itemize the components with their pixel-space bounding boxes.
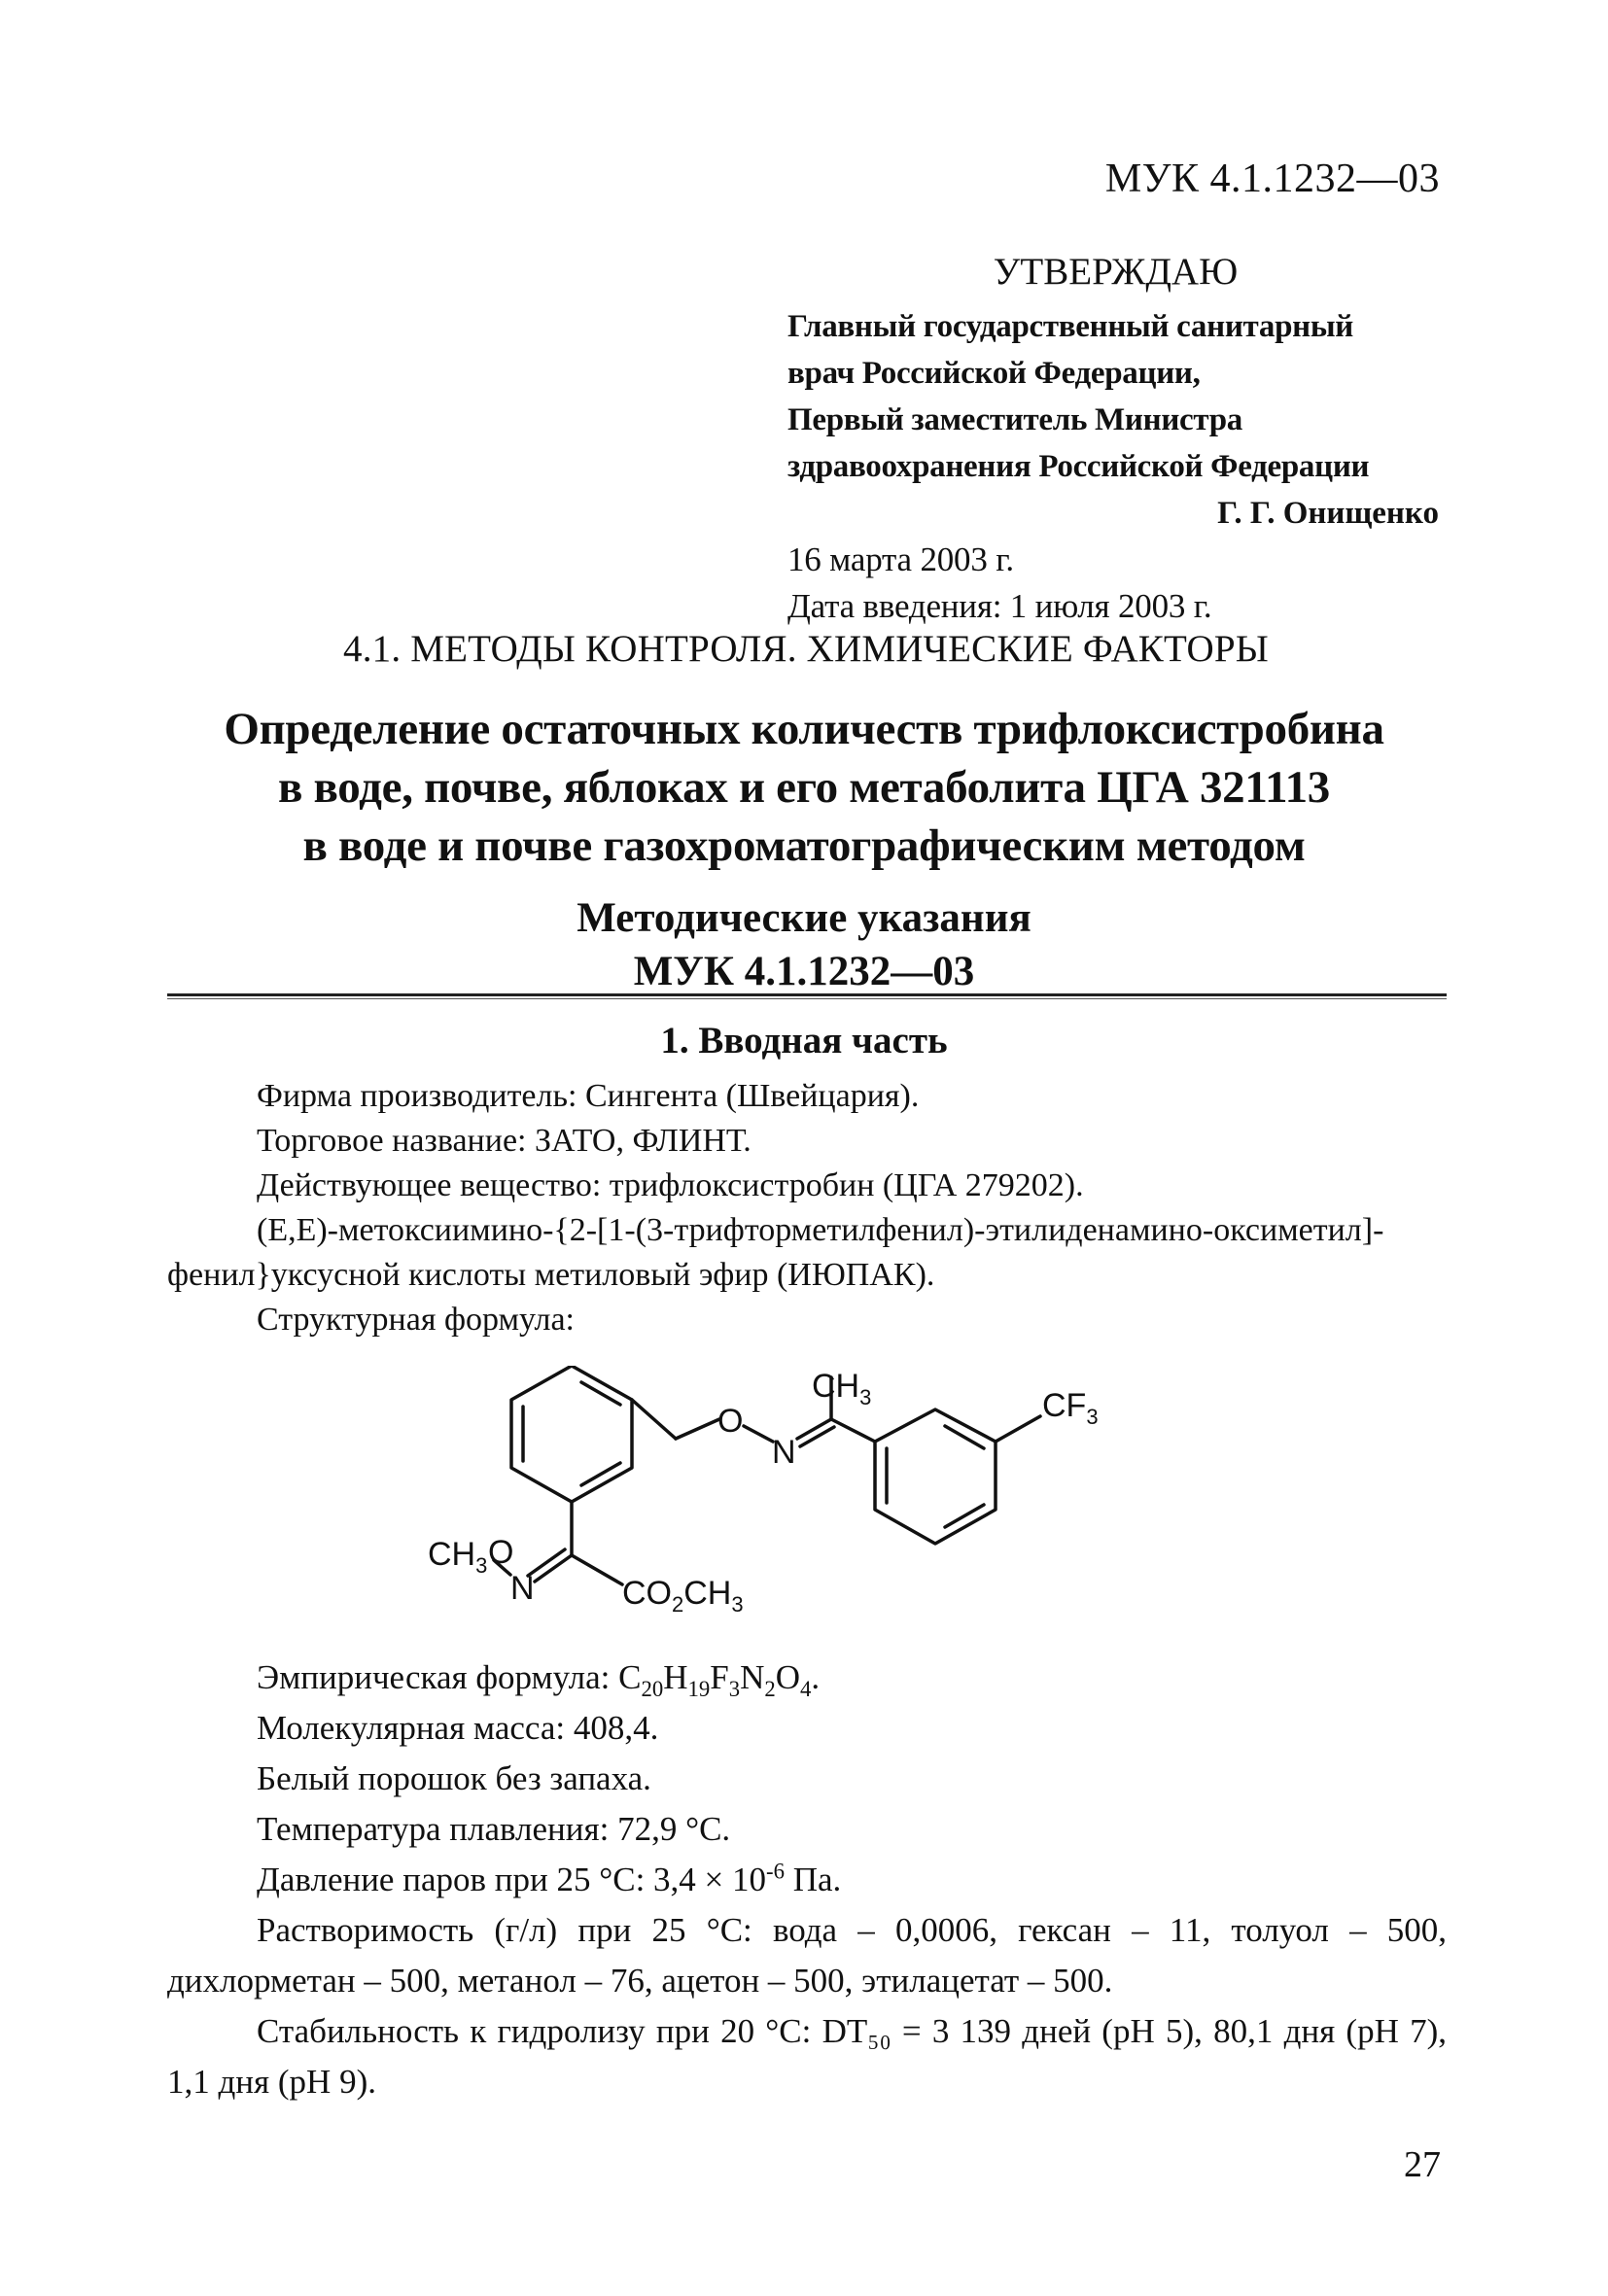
- nitrogen-label: N: [510, 1570, 535, 1607]
- double-bond: [797, 1419, 831, 1439]
- bond: [996, 1416, 1040, 1442]
- approval-block: [787, 245, 1468, 630]
- appearance-line: Белый порошок без запаха.: [257, 1759, 651, 1797]
- double-bond: [581, 1382, 620, 1405]
- bond: [572, 1555, 622, 1584]
- approval-heading: УТВЕРЖДАЮ: [993, 251, 1239, 293]
- vapor-pressure-unit: Па.: [784, 1861, 842, 1898]
- intro-heading: 1. Вводная часть: [660, 1020, 948, 1061]
- double-bond: [945, 1505, 984, 1527]
- approval-signatory: Г. Г. Онищенко: [1217, 496, 1439, 531]
- double-bond: [800, 1427, 834, 1446]
- bond: [831, 1419, 875, 1442]
- structural-formula-label: Структурная формула:: [257, 1302, 576, 1338]
- intro-body: [167, 1074, 1447, 1342]
- cf3-label: $CF_3$: [1042, 1387, 1099, 1429]
- ch3o-label: $CH_3$: [428, 1536, 488, 1578]
- molar-mass-line: Молекулярная масса: 408,4.: [257, 1709, 659, 1747]
- oxygen-label: O: [717, 1403, 744, 1440]
- ch3-label: $CH_3$: [812, 1368, 872, 1409]
- divider: [167, 998, 1447, 999]
- hydrolysis-paragraph: Стабильность к гидролизу при 20 °С: DT₅₀ = 3 139 дней (pH 5), 80,1 дня (pH 7), 1,1 дня (pH 9).: [167, 2012, 1447, 2101]
- benzene-ring-left: [511, 1366, 632, 1502]
- subtitle-line: МУК 4.1.1232—03: [633, 949, 975, 994]
- vapor-pressure-value: Давление паров при 25 °С: 3,4 × 10: [257, 1861, 767, 1898]
- double-bond: [945, 1426, 984, 1448]
- solubility-paragraph: Растворимость (г/л) при 25 °С: вода – 0,0006, гексан – 11, толуол – 500, дихлорметан – 500, метанол – 76, ацетон – 500, этилацетат – 500.: [167, 1911, 1447, 2000]
- structural-formula-diagram: [428, 1366, 1206, 1643]
- title-line: в воде и почве газохроматографическим методом: [302, 820, 1306, 871]
- iupac-paragraph: (Е,Е)-метоксиимино-{2-[1-(3-трифторметилфенил)-этилиденамино-оксиметил]-фенил}уксусной кислоты метиловый эфир (ИЮПАК).: [167, 1212, 1384, 1293]
- approval-line: Главный государственный санитарный: [787, 309, 1354, 344]
- title-line: Определение остаточных количеств трифлоксистробина: [224, 704, 1384, 754]
- document-title: [146, 700, 1462, 875]
- oxygen-label: O: [488, 1534, 514, 1571]
- subtitle-line: Методические указания: [577, 895, 1031, 941]
- approval-line: врач Российской Федерации,: [787, 356, 1201, 391]
- document-subtitle: [146, 891, 1462, 998]
- vapor-pressure-line: [167, 1855, 1447, 1905]
- bond: [676, 1419, 719, 1439]
- empirical-formula-line: [167, 1652, 1447, 1703]
- empirical-formula-value: $C_{20}H_{19}F_3N_2O_4$.: [618, 1658, 821, 1701]
- title-line: в воде, почве, яблоках и его метаболита ЦГА 321113: [278, 762, 1330, 813]
- double-bond: [581, 1463, 620, 1485]
- properties-block: [167, 1652, 1447, 2107]
- document-code: МУК 4.1.1232—03: [1104, 157, 1440, 201]
- empirical-formula-label: Эмпирическая формула:: [257, 1658, 619, 1696]
- section-heading: 4.1. МЕТОДЫ КОНТРОЛЯ. ХИМИЧЕСКИЕ ФАКТОРЫ: [343, 628, 1269, 670]
- manufacturer-line: Фирма производитель: Сингента (Швейцария).: [257, 1078, 920, 1114]
- ester-label: $CO_2CH_3$: [622, 1575, 744, 1617]
- approval-line: Первый заместитель Министра: [787, 402, 1242, 437]
- divider: [167, 993, 1447, 996]
- benzene-ring-right: [875, 1409, 996, 1544]
- effective-date: Дата введения: 1 июля 2003 г.: [787, 587, 1212, 625]
- approval-date: 16 марта 2003 г.: [787, 540, 1014, 578]
- active-substance-line: Действующее вещество: трифлоксистробин (ЦГА 279202).: [257, 1167, 1084, 1203]
- bond: [632, 1400, 676, 1439]
- trade-name-line: Торговое название: ЗАТО, ФЛИНТ.: [257, 1123, 752, 1159]
- page-number: 27: [1404, 2144, 1441, 2185]
- melting-point-line: Температура плавления: 72,9 °С.: [257, 1810, 731, 1848]
- bond: [744, 1426, 773, 1442]
- approval-line: здравоохранения Российской Федерации: [787, 449, 1370, 484]
- nitrogen-label: N: [772, 1434, 796, 1471]
- vapor-pressure-exponent: -6: [766, 1859, 785, 1884]
